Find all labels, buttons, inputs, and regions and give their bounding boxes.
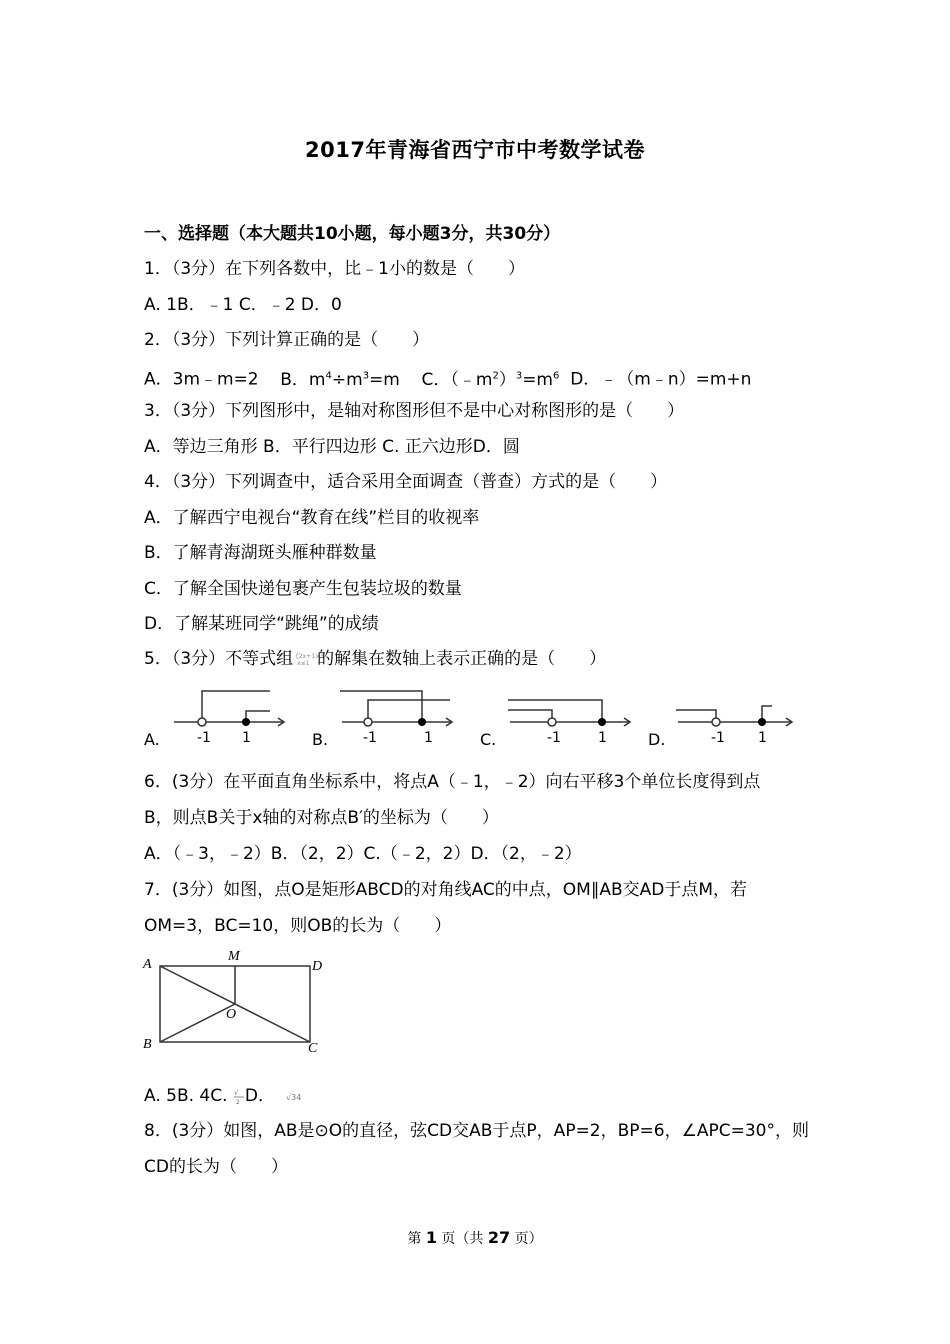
q1-stem: 1．（3分）在下列各数中，比﹣1小的数是（ ） bbox=[144, 259, 525, 279]
page-number: 1 bbox=[425, 1228, 437, 1247]
number-line-c bbox=[506, 688, 636, 748]
q7-options: A. 5B. 4C. √ 2 D． √34 bbox=[144, 1086, 302, 1106]
svg-text:1: 1 bbox=[424, 730, 433, 746]
q5-label-d: D. bbox=[648, 730, 666, 749]
svg-text:-1: -1 bbox=[711, 730, 725, 746]
svg-text:-1: -1 bbox=[363, 730, 377, 746]
svg-text:1: 1 bbox=[758, 730, 767, 746]
q5-label-c: C. bbox=[480, 730, 497, 749]
number-line-a bbox=[170, 688, 290, 748]
svg-text:A: A bbox=[143, 957, 152, 972]
q5-stem: 5．（3分）不等式组 {2x+1>3 x≤1 的解集在数轴上表示正确的是（ ） bbox=[144, 649, 607, 669]
number-line-d bbox=[674, 688, 804, 748]
svg-text:-1: -1 bbox=[547, 730, 561, 746]
svg-text:{2x+1>3: {2x+1>3 bbox=[295, 653, 325, 660]
q1-options: A. 1B．﹣1 C．﹣2 D．0 bbox=[144, 295, 342, 315]
number-line-b bbox=[338, 688, 458, 748]
q2-option-b: B．$m^4\div m^3=m$ bbox=[280, 369, 400, 390]
q6-line1: 6．(3分）在平面直角坐标系中，将点A（﹣1，﹣2）向右平移3个单位长度得到点 bbox=[144, 772, 761, 792]
q4-option-d: D．了解某班同学“跳绳”的成绩 bbox=[144, 614, 379, 634]
q3-stem: 3．（3分）下列图形中，是轴对称图形但不是中心对称图形的是（ ） bbox=[144, 401, 685, 421]
q5-label-b: B. bbox=[312, 730, 329, 749]
q4-option-a: A．了解西宁电视台“教育在线”栏目的收视率 bbox=[144, 508, 480, 528]
q8-line1: 8．(3分）如图，AB是⊙O的直径，弦CD交AB于点P，AP=2，BP=6，∠APC=30°，则 bbox=[144, 1121, 809, 1141]
q5-label-a: A. bbox=[144, 730, 160, 749]
q4-stem: 4．（3分）下列调查中，适合采用全面调查（普查）方式的是（ ） bbox=[144, 472, 668, 492]
svg-text:1: 1 bbox=[242, 730, 251, 746]
svg-text:2: 2 bbox=[235, 1099, 240, 1106]
page-title: 2017年青海省西宁市中考数学试卷 bbox=[305, 138, 645, 162]
sqrt-icon bbox=[286, 1090, 302, 1102]
svg-text:1: 1 bbox=[598, 730, 607, 746]
svg-text:D: D bbox=[312, 959, 323, 974]
svg-text:√34: √34 bbox=[285, 1093, 302, 1102]
section-heading: 一、选择题（本大题共10小题，每小题3分，共30分） bbox=[144, 224, 561, 244]
inequality-system-icon bbox=[293, 651, 325, 667]
svg-text:O: O bbox=[226, 1007, 237, 1022]
page-total: 27 bbox=[487, 1228, 511, 1247]
q8-line2: CD的长为（ ） bbox=[144, 1157, 288, 1177]
svg-text:x≤1: x≤1 bbox=[297, 660, 310, 667]
page-footer: 第 1 页（共 27 页） bbox=[407, 1228, 543, 1247]
q2-stem: 2．（3分）下列计算正确的是（ ） bbox=[144, 330, 430, 350]
svg-text:M: M bbox=[228, 949, 240, 964]
svg-text:B: B bbox=[143, 1037, 152, 1052]
q4-option-c: C．了解全国快递包裹产生包装垃圾的数量 bbox=[144, 579, 462, 599]
svg-text:√: √ bbox=[233, 1089, 239, 1097]
q2-option-a: A．3m﹣m=2 bbox=[144, 369, 259, 390]
svg-text:C: C bbox=[308, 1041, 318, 1056]
q4-option-b: B．了解青海湖斑头雁种群数量 bbox=[144, 543, 377, 563]
q2-options bbox=[144, 364, 751, 392]
q6-options: A．（﹣3，﹣2）B．（2，2）C.（﹣2，2）D．（2，﹣2） bbox=[144, 844, 582, 864]
q7-rectangle-figure bbox=[140, 944, 330, 1056]
q6-line2: B，则点B关于x轴的对称点B′的坐标为（ ） bbox=[144, 808, 499, 828]
q3-options: A．等边三角形 B．平行四边形 C. 正六边形D．圆 bbox=[144, 437, 520, 457]
q7-line2: OM=3，BC=10，则OB的长为（ ） bbox=[144, 916, 452, 936]
q2-option-c: C．$(﹣m^2)^3=m^6$ bbox=[421, 369, 560, 390]
svg-text:-1: -1 bbox=[197, 730, 211, 746]
q2-option-d: D．﹣（m﹣n）=m+n bbox=[570, 369, 752, 390]
q7-line1: 7．(3分）如图，点O是矩形ABCD的对角线AC的中点，OM∥AB交AD于点M，若 bbox=[144, 880, 748, 900]
fraction-icon bbox=[233, 1087, 245, 1105]
